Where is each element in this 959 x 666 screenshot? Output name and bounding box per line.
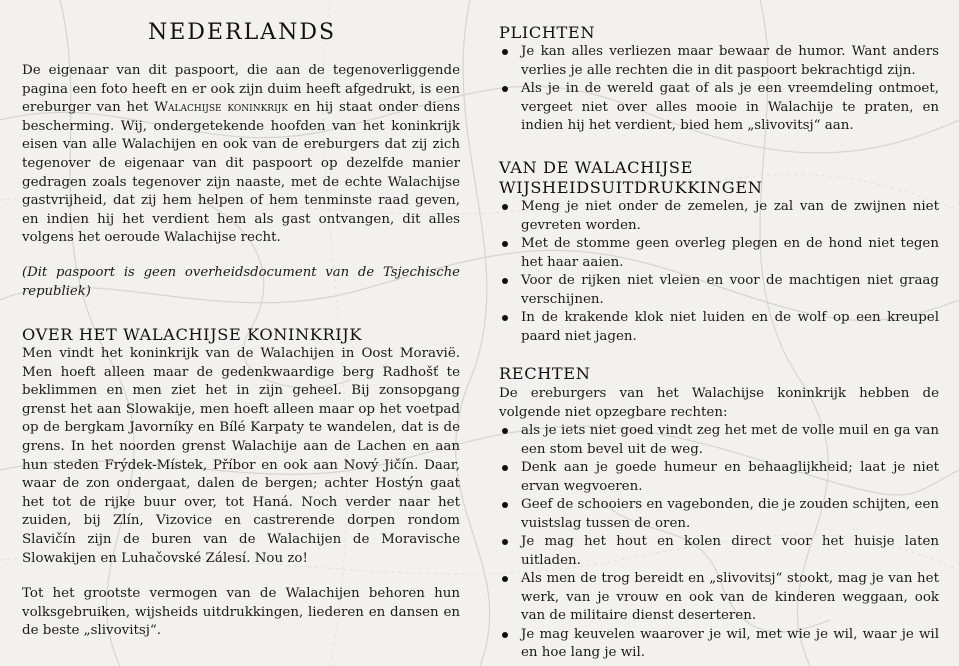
list-item: Voor de rijken niet vleien en voor de machtigen niet graag verschijnen.: [499, 272, 939, 309]
bullet-icon: [502, 502, 508, 508]
duties-list: [499, 43, 939, 136]
section-title-rights: RECHTEN: [499, 364, 591, 383]
bullet-icon: [502, 86, 508, 92]
bullet-icon: [502, 465, 508, 471]
closing-paragraph: Tot het grootste vermogen van de Walachijen behoren hun volksgebruiken, wijsheids uitdrukkingen, liederen en dansen en de beste „slivovitsj“.: [22, 586, 460, 639]
list-item: Denk aan je goede humeur en behaaglijkheid; laat je niet ervan wegvoeren.: [499, 459, 939, 496]
bullet-icon: [502, 315, 508, 321]
page-title: NEDERLANDS: [148, 20, 337, 45]
section-title-duties: PLICHTEN: [499, 23, 596, 42]
sayings-list: [499, 198, 939, 346]
bullet-icon: [502, 49, 508, 55]
list-item: Je kan alles verliezen maar bewaar de humor. Want anders verlies je alle rechten die in dit paspoort bekrachtigd zijn.: [499, 43, 939, 80]
bullet-icon: [502, 428, 508, 434]
list-item: Als je in de wereld gaat of als je een vreemdeling ontmoet, vergeet niet over alles mooie in Walachije te praten, en indien hij het verdient, bied hem „slivovitsj“ aan.: [499, 80, 939, 136]
disclaimer-note: (Dit paspoort is geen overheidsdocument van de Tsjechische republiek): [22, 265, 460, 299]
kingdom-name: Walachijse koninkrijk: [154, 100, 288, 116]
section-title-kingdom: OVER HET WALACHIJSE KONINKRIJK: [22, 325, 363, 344]
bullet-icon: [502, 539, 508, 545]
list-item: Als men de trog bereidt en „slivovitsj“ stookt, mag je van het werk, van je vrouw en ook van de kinderen weggaan, ook van de militaire dienst deserteren.: [499, 570, 939, 626]
kingdom-description: Men vindt het koninkrijk van de Walachijen in Oost Moravië. Men hoeft alleen maar de gedenkwaardige berg Radhošť te beklimmen en men ziet het in zijn geheel. Bij zonsopgang grenst het aan Slowakije, men hoeft alleen maar op het voetpad op de bergkam Javorníky en Bílé Karpaty te wandelen, dat is de grens. In het noorden grenst Walachije aan de Lachen en aan hun steden Frýdek-Místek, Příbor en ook aan Nový Jičín. Daar, waar de zon ondergaat, dalen de bergen; achter Hostýn gaat het tot de rijke buur over, tot Haná. Noch verder naar het zuiden, bij Zlín, Vizovice en castrerende dorpen rondom Slavičín zijn de buren van de Walachijen de Moravische Slowakijen en Luhačovské Zálesí. Nou zo!: [22, 346, 460, 566]
list-item: Je mag het hout en kolen direct voor het huisje laten uitladen.: [499, 533, 939, 570]
bullet-icon: [502, 278, 508, 284]
rights-intro: De ereburgers van het Walachijse koninkrijk hebben de volgende niet opzegbare rechten:: [499, 386, 939, 420]
list-item: als je iets niet goed vindt zeg het met de volle muil en ga van een stom bevel uit de weg.: [499, 422, 939, 459]
rights-list: [499, 422, 939, 663]
list-item: Je mag keuvelen waarover je wil, met wie je wil, waar je wil en hoe lang je wil.: [499, 626, 939, 663]
list-item: In de krakende klok niet luiden en de wolf op een kreupel paard niet jagen.: [499, 309, 939, 346]
bullet-icon: [502, 241, 508, 247]
bullet-icon: [502, 632, 508, 638]
intro-text-a: De eigenaar van dit paspoort, die aan de tegenoverliggende pagina een foto heeft en er ook zijn duim heeft afgedrukt, is een ereburger van het: [22, 63, 460, 116]
section-title-sayings: VAN DE WALACHIJSE WIJSHEIDSUITDRUKKINGEN: [499, 158, 763, 197]
intro-text-b: en hij staat onder diens bescherming. Wij, ondergetekende hoofden van het koninkrijk eisen van alle Walachijen en ook van de ereburgers dat zij zich tegenover de eigenaar van dit paspoort op dezelfde manier gedragen zoals tegenover zijn naaste, met de echte Walachijse gastvrijheid, dat zij hem helpen of hem tenminste raad geven, en indien hij het verdient hem als gast ontvangen, dit alles volgens het oeroude Walachijse recht.: [22, 100, 460, 246]
list-item: Meng je niet onder de zemelen, je zal van de zwijnen niet gevreten worden.: [499, 198, 939, 235]
list-item: Met de stomme geen overleg plegen en de hond niet tegen het haar aaien.: [499, 235, 939, 272]
bullet-icon: [502, 576, 508, 582]
intro-paragraph: [22, 62, 460, 248]
bullet-icon: [502, 204, 508, 210]
list-item: Geef de schooiers en vagebonden, die je zouden schijten, een vuistslag tussen de oren.: [499, 496, 939, 533]
